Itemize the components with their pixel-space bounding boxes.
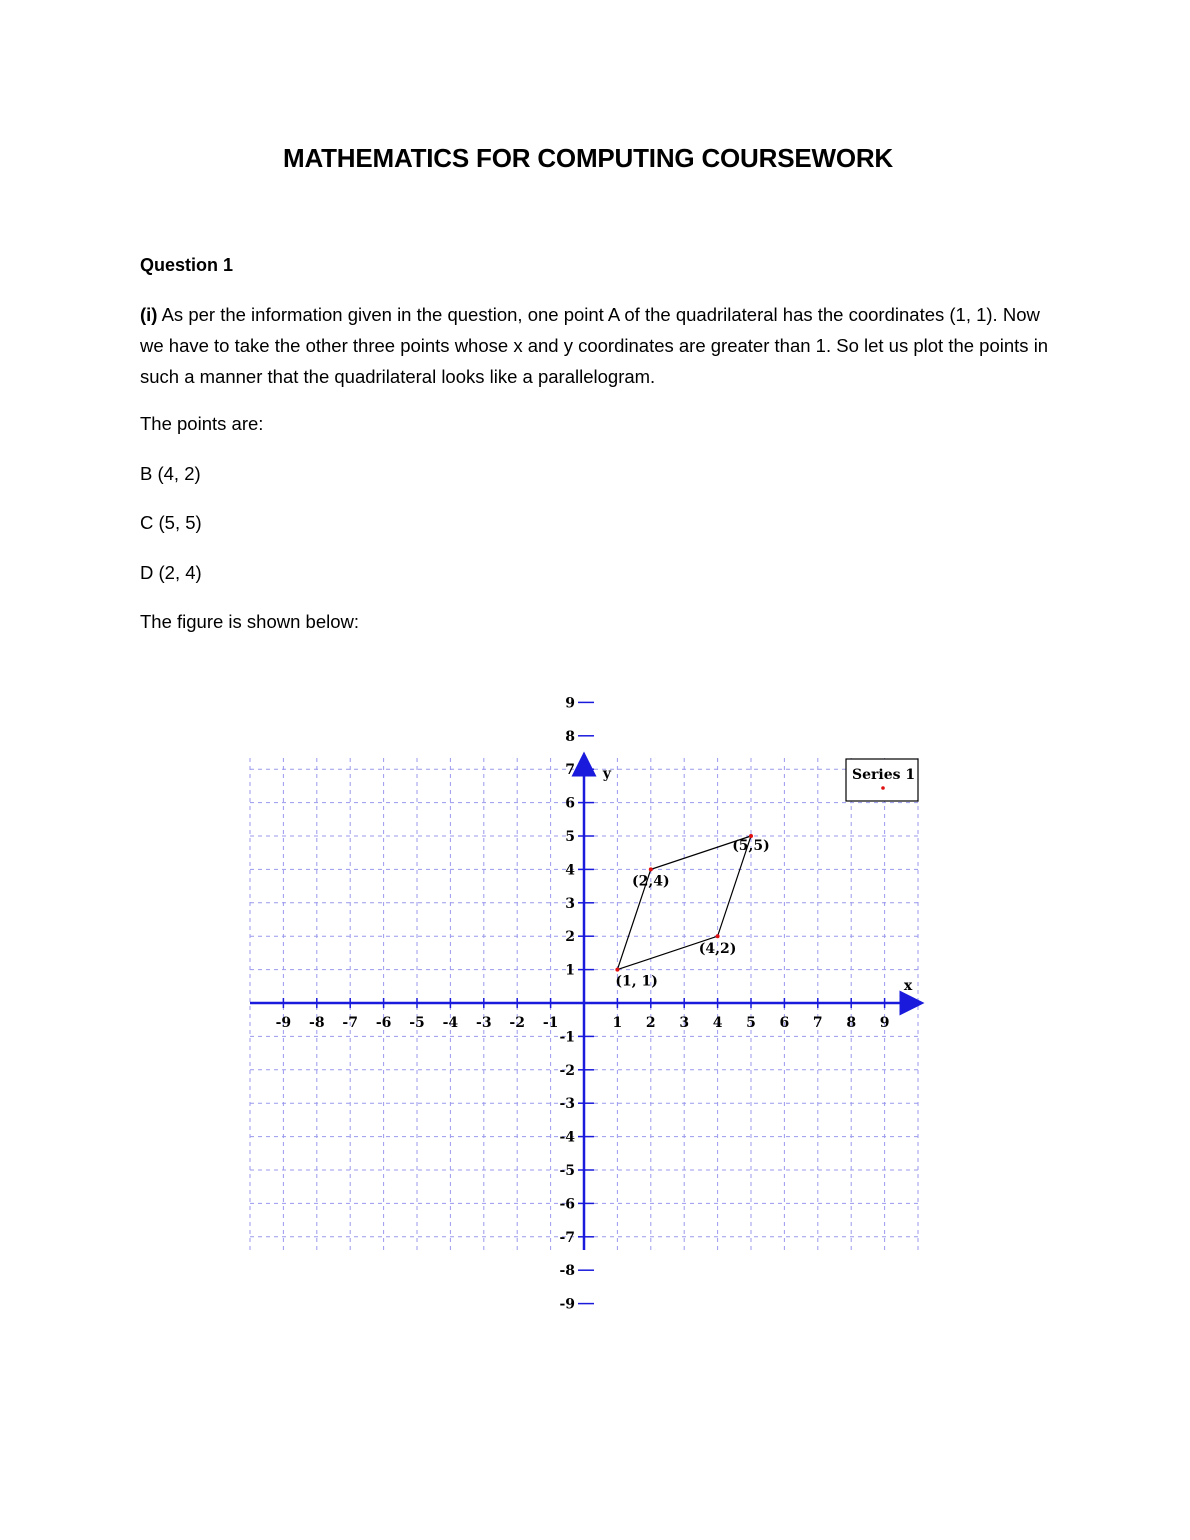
y-tick-label: -1 bbox=[559, 1029, 575, 1046]
y-tick-label: -7 bbox=[559, 1229, 575, 1246]
point-c-line: C (5, 5) bbox=[140, 512, 202, 533]
x-tick-label: -9 bbox=[275, 1015, 292, 1031]
x-tick-label: 8 bbox=[846, 1015, 857, 1031]
y-tick-label: -9 bbox=[559, 1296, 575, 1313]
part-text: As per the information given in the question, one point A of the quadrilateral has the coordinates (1, 1). Now we have to take the other three points whose x and y coordinates are greater than 1. So let us plot the points in such a manner that the quadrilateral looks like a parallelogram. bbox=[140, 304, 1049, 387]
y-tick-label: 5 bbox=[565, 829, 575, 845]
x-tick-label: -1 bbox=[542, 1015, 559, 1031]
figure-intro: The figure is shown below: bbox=[140, 611, 360, 632]
x-tick-label: -6 bbox=[375, 1015, 392, 1031]
coordinate-plane-chart bbox=[248, 695, 928, 1313]
x-tick-label: -4 bbox=[442, 1015, 459, 1031]
series-1 bbox=[615, 834, 769, 990]
point-d-line: D (2, 4) bbox=[140, 562, 202, 583]
x-tick-label: 7 bbox=[812, 1015, 823, 1031]
y-tick-label: -2 bbox=[559, 1062, 575, 1079]
x-tick-label: 6 bbox=[779, 1015, 790, 1031]
y-tick-label: 7 bbox=[565, 762, 575, 779]
data-point-label: (4,2) bbox=[698, 941, 737, 958]
x-tick-label: 1 bbox=[612, 1015, 623, 1031]
x-tick-label: -2 bbox=[509, 1015, 525, 1031]
y-tick-label: -3 bbox=[559, 1096, 575, 1113]
y-tick-label: -5 bbox=[559, 1163, 575, 1179]
document-title: MATHEMATICS FOR COMPUTING COURSEWORK bbox=[282, 143, 894, 173]
x-tick-label: 4 bbox=[712, 1015, 723, 1031]
x-tick-label: -5 bbox=[409, 1015, 425, 1031]
data-point-label: (2,4) bbox=[631, 873, 670, 890]
x-axis-label: x bbox=[903, 978, 913, 994]
legend-entry-label: Series 1 bbox=[852, 767, 916, 783]
legend-marker bbox=[881, 786, 885, 790]
y-tick-label: -4 bbox=[559, 1129, 575, 1146]
x-tick-label: -3 bbox=[476, 1015, 492, 1031]
y-tick-label: 4 bbox=[565, 862, 575, 879]
question-part-i-paragraph bbox=[140, 299, 1052, 392]
y-tick-label: 3 bbox=[565, 895, 575, 912]
data-point-marker bbox=[716, 934, 720, 938]
x-tick-label: 2 bbox=[645, 1015, 656, 1031]
part-label: (i) bbox=[140, 304, 158, 325]
y-tick-label: 8 bbox=[565, 728, 575, 745]
y-tick-label: -6 bbox=[559, 1196, 575, 1213]
x-tick-label: -7 bbox=[342, 1015, 358, 1031]
y-tick-label: 6 bbox=[565, 795, 575, 812]
points-intro: The points are: bbox=[140, 413, 264, 434]
x-tick-label: -8 bbox=[309, 1015, 325, 1031]
legend bbox=[846, 759, 918, 801]
data-point-marker bbox=[649, 867, 653, 871]
x-tick-label: 3 bbox=[679, 1015, 690, 1031]
y-tick-label: 9 bbox=[565, 695, 575, 712]
point-b-line: B (4, 2) bbox=[140, 463, 201, 484]
x-tick-label: 5 bbox=[746, 1015, 756, 1031]
y-tick-label: -8 bbox=[559, 1263, 575, 1280]
data-point-marker bbox=[615, 968, 619, 972]
x-tick-label: 9 bbox=[879, 1015, 890, 1031]
y-axis-label: y bbox=[602, 766, 612, 782]
y-tick-label: 1 bbox=[565, 962, 575, 979]
data-point-label: (5,5) bbox=[732, 838, 770, 854]
axes bbox=[250, 764, 916, 1250]
data-point-label: (1, 1) bbox=[615, 973, 658, 990]
y-tick-label: 2 bbox=[565, 929, 575, 946]
question-heading: Question 1 bbox=[140, 255, 234, 275]
